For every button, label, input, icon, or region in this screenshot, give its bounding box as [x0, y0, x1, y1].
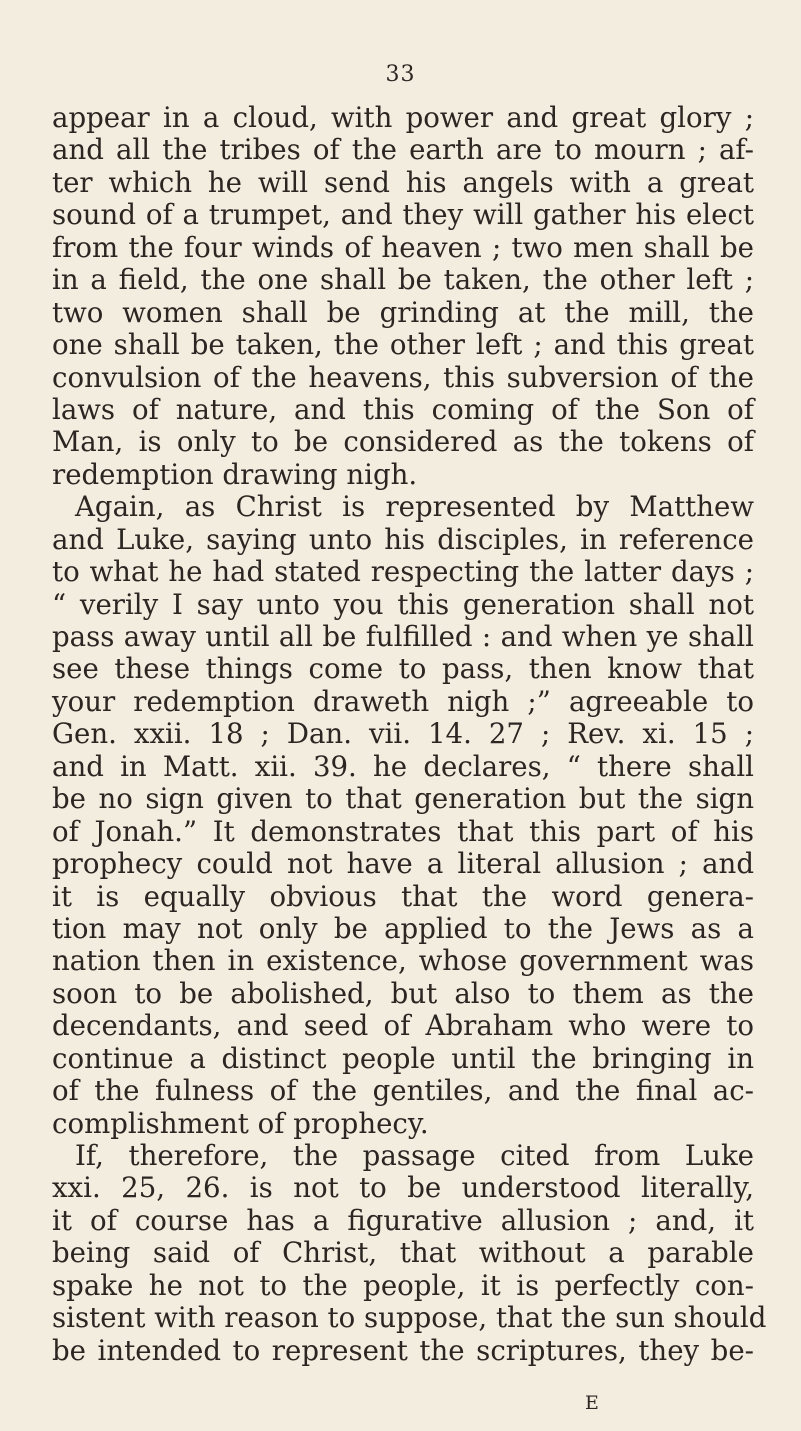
- text-line: tion may not only be applied to the Jews as a: [52, 911, 754, 945]
- text-line: Gen. xxii. 18 ; Dan. vii. 14. 27 ; Rev. xi. 15 ;: [52, 717, 754, 751]
- text-line: continue a distinct people until the bringing in: [52, 1041, 754, 1075]
- text-line: Again, as Christ is represented by Matthew: [75, 490, 754, 524]
- text-line: sistent with reason to suppose, that the sun should: [52, 1301, 767, 1335]
- text-line: If, therefore, the passage cited from Luke: [75, 1139, 754, 1172]
- text-line: appear in a cloud, with power and great glory ;: [52, 101, 754, 134]
- text-line: in a field, the one shall be taken, the other left ;: [52, 263, 754, 297]
- body-text: [52, 101, 767, 1367]
- text-line: soon to be abolished, but also to them as the: [52, 976, 754, 1010]
- text-line: to what he had stated respecting the latter days ;: [52, 555, 754, 589]
- text-line: nation then in existence, whose government was: [52, 944, 754, 978]
- text-line: and Luke, saying unto his disciples, in reference: [52, 522, 754, 556]
- text-line: laws of nature, and this coming of the Son of: [52, 392, 754, 426]
- text-line: see these things come to pass, then know that: [52, 652, 754, 686]
- text-line: from the four winds of heaven ; two men shall be: [52, 230, 754, 264]
- text-line: be intended to represent the scriptures, they be-: [52, 1333, 754, 1367]
- text-line: ter which he will send his angels with a great: [52, 165, 754, 199]
- text-line: sound of a trumpet, and they will gather his elect: [52, 198, 754, 232]
- text-line: of the fulness of the gentiles, and the final ac-: [52, 1074, 754, 1108]
- text-line: redemption drawing nigh.: [52, 457, 418, 491]
- text-line: convulsion of the heavens, this subversion of the: [52, 360, 754, 394]
- text-line: pass away until all be fulfilled : and when ye shall: [52, 620, 754, 653]
- text-line: decendants, and seed of Abraham who were to: [52, 1009, 754, 1043]
- text-line: it is equally obvious that the word genera-: [52, 879, 754, 913]
- page-number: 33: [385, 62, 416, 87]
- text-line: complishment of prophecy.: [52, 1106, 429, 1140]
- text-line: and in Matt. xii. 39. he declares, “ there shall: [52, 749, 754, 783]
- text-line: xxi. 25, 26. is not to be understood literally,: [52, 1171, 754, 1205]
- text-line: it of course has a figurative allusion ; and, it: [52, 1203, 754, 1237]
- signature-mark: E: [585, 1392, 599, 1414]
- text-line: “ verily I say unto you this generation shall not: [52, 587, 754, 621]
- text-line: be no sign given to that generation but the sign: [52, 782, 754, 816]
- text-line: and all the tribes of the earth are to mourn ; af-: [52, 133, 754, 167]
- text-line: your redemption draweth nigh ;” agreeable to: [52, 684, 754, 718]
- text-line: spake he not to the people, it is perfectly con-: [52, 1268, 754, 1302]
- text-line: one shall be taken, the other left ; and this great: [52, 328, 754, 362]
- text-line: of Jonah.” It demonstrates that this part of his: [52, 814, 754, 848]
- text-line: Man, is only to be considered as the tokens of: [52, 425, 754, 459]
- text-line: being said of Christ, that without a parable: [52, 1236, 754, 1270]
- text-line: two women shall be grinding at the mill, the: [52, 295, 754, 329]
- text-line: prophecy could not have a literal allusion ; and: [52, 847, 754, 881]
